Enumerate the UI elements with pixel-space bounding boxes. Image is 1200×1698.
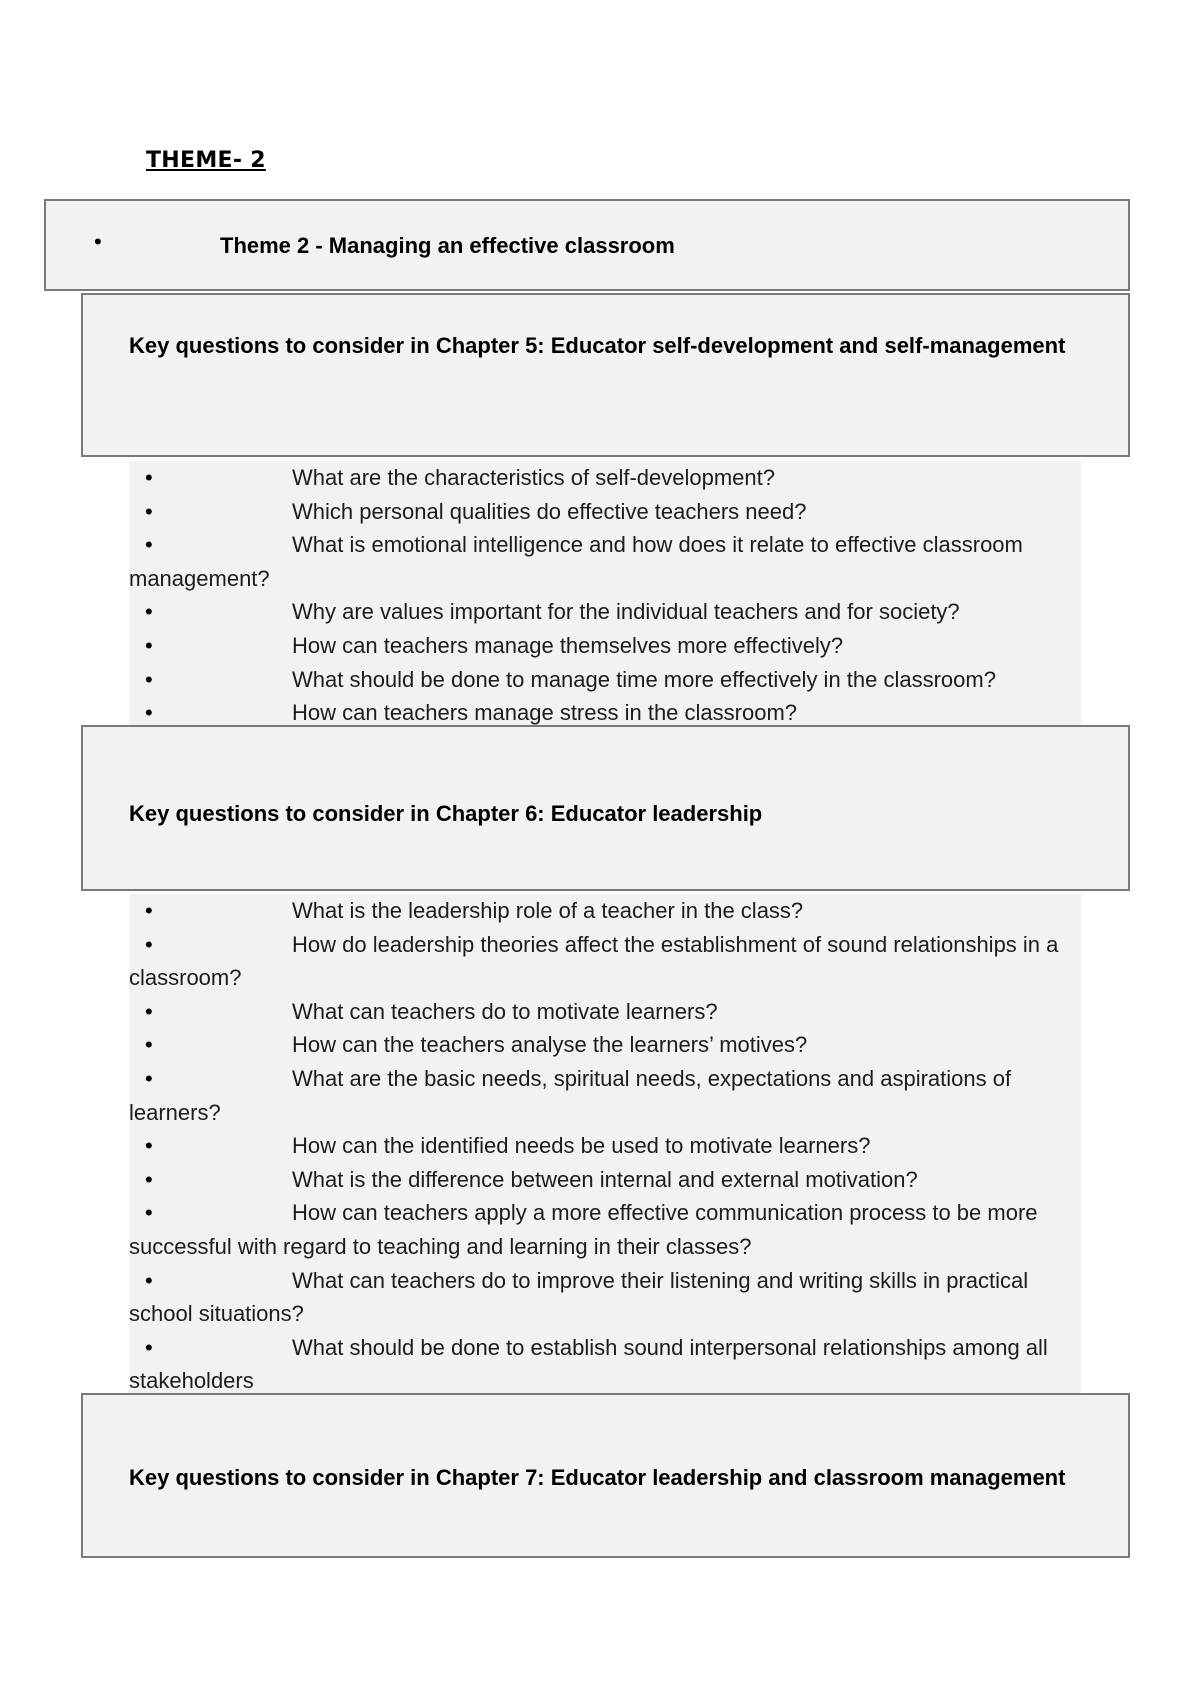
bullet-icon: • xyxy=(145,898,153,923)
question-item xyxy=(129,663,1081,697)
question-text: How can teachers apply a more effective communication process to be more successful with regard to teaching and learning in their classes? xyxy=(129,1200,1038,1259)
bullet-icon: • xyxy=(94,229,102,254)
chapter5-heading: Key questions to consider in Chapter 5: Educator self-development and self-management xyxy=(129,333,1066,358)
bullet-icon: • xyxy=(145,1166,153,1192)
bullet-icon: • xyxy=(145,1200,153,1226)
question-text: What should be done to manage time more effectively in the classroom? xyxy=(292,666,996,692)
chapter6-heading-box xyxy=(81,725,1130,891)
question-text: What can teachers do to improve their listening and writing skills in practical school situations? xyxy=(129,1267,1029,1327)
question-text: How do leadership theories affect the establishment of sound relationships in a classroom? xyxy=(129,931,1059,991)
chapter5-heading-box xyxy=(81,293,1130,457)
bullet-icon: • xyxy=(145,498,153,524)
question-text: What is the difference between internal and external motivation? xyxy=(292,1166,918,1192)
bullet-icon: • xyxy=(145,599,153,625)
bullet-icon: • xyxy=(145,632,153,658)
bullet-icon: • xyxy=(145,1334,153,1360)
question-item xyxy=(129,495,1081,529)
question-text: What is the leadership role of a teacher in the class? xyxy=(292,898,804,923)
question-text: Why are values important for the individual teachers and for society? xyxy=(292,599,960,625)
question-text: What are the basic needs, spiritual needs, expectations and aspirations of learners? xyxy=(129,1065,1012,1125)
question-item xyxy=(129,928,1081,995)
question-text: How can the teachers analyse the learners’ motives? xyxy=(292,1032,808,1058)
bullet-icon: • xyxy=(145,465,153,490)
bullet-icon: • xyxy=(145,1032,153,1058)
question-item xyxy=(129,528,1081,595)
bullet-icon: • xyxy=(145,931,153,957)
theme-label: THEME- 2 xyxy=(146,148,266,173)
question-item xyxy=(129,1264,1081,1331)
question-text: What can teachers do to motivate learners? xyxy=(292,998,718,1024)
bullet-icon: • xyxy=(145,666,153,692)
question-text: What is emotional intelligence and how does it relate to effective classroom management? xyxy=(129,532,1023,591)
question-item xyxy=(129,629,1081,663)
question-item xyxy=(129,995,1081,1029)
question-item xyxy=(129,1028,1081,1062)
bullet-icon: • xyxy=(145,1133,153,1159)
chapter5-question-list xyxy=(129,461,1081,730)
bullet-icon: • xyxy=(145,700,153,726)
bullet-icon: • xyxy=(145,1267,153,1293)
question-item xyxy=(129,1163,1081,1197)
question-text: What should be done to establish sound interpersonal relationships among all stakeholders xyxy=(129,1334,1048,1394)
question-item xyxy=(129,1062,1081,1129)
question-item xyxy=(129,1331,1081,1398)
question-text: How can the identified needs be used to motivate learners? xyxy=(292,1133,871,1159)
question-item xyxy=(129,461,1081,495)
chapter7-heading: Key questions to consider in Chapter 7: Educator leadership and classroom management xyxy=(129,1465,1066,1490)
chapter6-question-list xyxy=(129,894,1081,1398)
question-item xyxy=(129,1129,1081,1163)
question-text: Which personal qualities do effective teachers need? xyxy=(292,498,807,524)
question-text: How can teachers manage themselves more effectively? xyxy=(292,632,844,658)
chapter7-heading-box xyxy=(81,1393,1130,1558)
question-item xyxy=(129,1196,1081,1263)
question-item xyxy=(129,894,1081,928)
theme-title: Theme 2 - Managing an effective classroom xyxy=(220,233,675,258)
bullet-icon: • xyxy=(145,1065,153,1091)
chapter6-heading: Key questions to consider in Chapter 6: Educator leadership xyxy=(129,801,763,826)
theme-title-box xyxy=(44,199,1130,291)
bullet-icon: • xyxy=(145,998,153,1024)
question-item xyxy=(129,595,1081,629)
question-text: How can teachers manage stress in the classroom? xyxy=(292,700,798,726)
question-text: What are the characteristics of self-development? xyxy=(292,465,776,490)
bullet-icon: • xyxy=(145,532,153,558)
